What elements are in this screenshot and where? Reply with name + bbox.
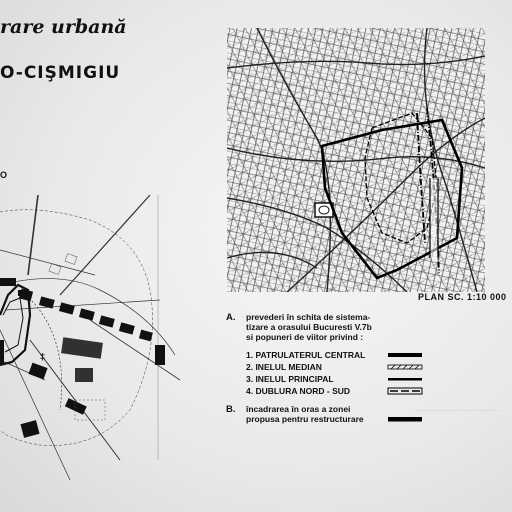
- title-line-2: O-CIŞMIGIU: [0, 63, 121, 83]
- schematic-city-map: [0, 190, 200, 490]
- svg-text:‡: ‡: [40, 352, 45, 363]
- title-line-1: rare urbană: [0, 16, 127, 38]
- legend-symbol-hatched-line: [387, 362, 423, 372]
- legend-item-north-south: 4. DUBLURA NORD - SUD: [246, 386, 351, 396]
- legend-a-text: prevederi în schita de sistema- tizare a orasului Bucuresti V.7b si popuneri de viitor privind :: [246, 312, 372, 342]
- legend-a-letter: A.: [226, 312, 236, 323]
- faint-background-table: [415, 410, 500, 441]
- title-marker: O: [0, 170, 8, 180]
- legend-item-median-ring: 2. INELUL MEDIAN: [246, 362, 322, 372]
- legend-b-letter: B.: [226, 404, 236, 415]
- legend-item-central-quadrilateral: 1. PATRULATERUL CENTRAL: [246, 350, 366, 360]
- plan-scale-label: PLAN SC. 1:10 000: [418, 292, 507, 302]
- legend-item-principal-ring: 3. INELUL PRINCIPAL: [246, 374, 334, 384]
- legend-symbol-dashed-box-line: [387, 386, 423, 396]
- legend-b-text: încadrarea în oras a zonei propusa pentru restructurare: [246, 404, 364, 424]
- legend-symbol-thick-line: [387, 350, 423, 360]
- city-plan-map: [227, 28, 485, 292]
- legend-symbol-medium-line: [387, 374, 423, 384]
